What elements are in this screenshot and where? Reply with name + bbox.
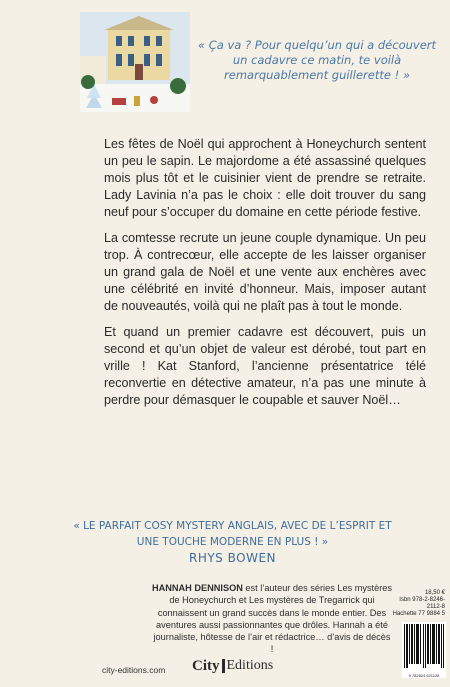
hachette-code: Hachette 77 9884 5 [392,611,445,617]
isbn: Isbn 978-2-8246-2112-8 [399,597,445,610]
manor-illustration-svg [80,12,190,112]
barcode-digits: 9 782824 621128 [408,673,440,678]
review-block [70,518,395,566]
price: 18,50 € [424,590,445,596]
logo-city-text: City [192,657,220,674]
top-quote: « Ça va ? Pour quelqu’un qui a découvert un cadavre ce matin, te voilà remarquablement guillerette ! » [198,38,437,82]
cover-illustration [80,12,190,112]
price-block [390,590,445,618]
review-quote: « LE PARFAIT COSY MYSTERY ANGLAIS, AVEC DE L’ESPRIT ET UNE TOUCHE MODERNE EN PLUS ! » [73,520,392,548]
author-bio-text: est l’auteur des séries Les mystères de Honeychurch et Les mystères de Tregarrick qui connaissent un grand succès dans le monde entier. Des aventures aussi passionnantes que drôles. Hannah a été journaliste, hôtesse de l’air et rédactrice… d’avis de décès ! [153,583,392,655]
synopsis-paragraph-1: Les fêtes de Noël qui approchent à Honeychurch sentent un peu le sapin. Le majordome a été assassiné quelques mois plus tôt et le cuisinier vient de prendre se retraite. Lady Lavinia n’a pas le choix : elle doit trouver du sang neuf pour s’occuper du domaine en cette période festive. [104,137,426,219]
synopsis [104,136,426,418]
logo-editions-text: Editions [226,658,274,673]
publisher-website: city-editions.com [102,665,166,675]
synopsis-paragraph-3: Et quand un premier cadavre est découvert, puis un second et qu’un objet de valeur est dérobé, tout part en vrille ! Kat Stanford, l’ancienne présentatrice télé reconvertie en détective amateur, n’a pas une minute à perdre pour démasquer le coupable et sauver Noël… [104,325,426,407]
author-bio [152,582,392,656]
barcode-bars-icon [402,622,446,670]
barcode [402,622,446,678]
publisher-logo [192,656,273,676]
author-name: HANNAH DENNISON [152,583,243,593]
logo-bar-icon [222,659,225,673]
synopsis-paragraph-2: La comtesse recrute un jeune couple dynamique. Un peu trop. À contrecœur, elle accepte de les laisser organiser un grand gala de Noël et une vente aux enchères avec une célébrité en invité d’honneur. Mais, imposer autant de nouveautés, voilà qui ne plaît pas à tout le monde. [104,231,426,313]
review-author: RHYS BOWEN [188,551,276,565]
